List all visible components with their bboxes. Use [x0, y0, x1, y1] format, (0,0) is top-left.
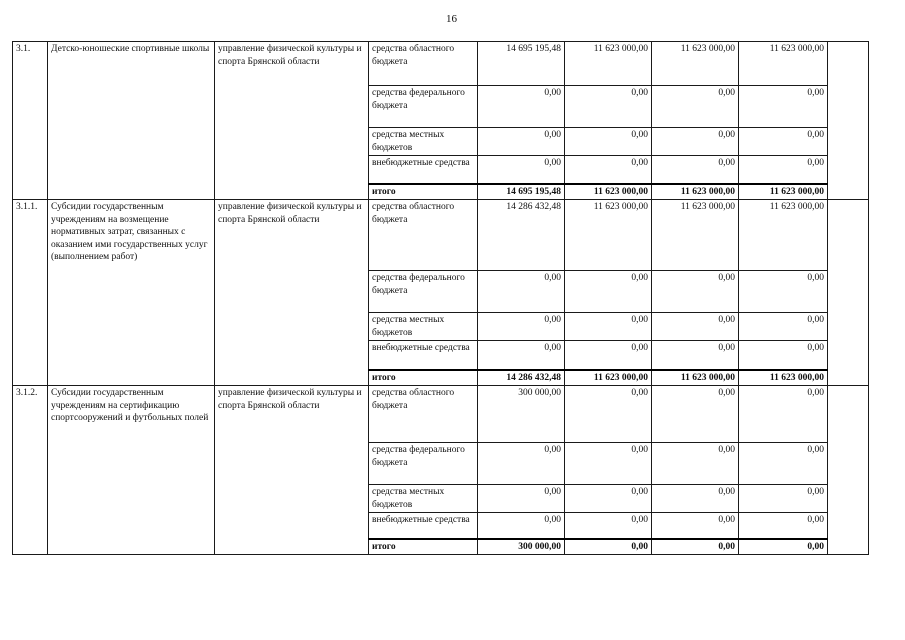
funding-source: средства областного бюджета: [369, 200, 478, 271]
amount-cell: 11 623 000,00: [739, 200, 828, 271]
total-amount: 11 623 000,00: [652, 184, 739, 200]
amount-cell: 0,00: [565, 156, 652, 184]
funding-source: средства местных бюджетов: [369, 313, 478, 341]
amount-cell: 0,00: [652, 128, 739, 156]
amount-cell: 0,00: [478, 485, 565, 513]
amount-cell: 0,00: [739, 443, 828, 485]
funding-source: средства областного бюджета: [369, 42, 478, 86]
amount-cell: 14 286 432,48: [478, 200, 565, 271]
table-row: [13, 42, 869, 86]
amount-cell: 0,00: [739, 386, 828, 443]
total-amount: 0,00: [652, 539, 739, 555]
amount-cell: 0,00: [478, 313, 565, 341]
amount-cell: 0,00: [565, 313, 652, 341]
total-amount: 11 623 000,00: [565, 184, 652, 200]
total-amount: 11 623 000,00: [565, 370, 652, 386]
total-amount: 11 623 000,00: [652, 370, 739, 386]
amount-cell: 0,00: [652, 156, 739, 184]
empty-cell: [828, 200, 869, 386]
amount-cell: 0,00: [739, 341, 828, 370]
total-amount: 11 623 000,00: [739, 184, 828, 200]
funding-source: внебюджетные средства: [369, 513, 478, 539]
total-label: итого: [369, 370, 478, 386]
amount-cell: 0,00: [739, 271, 828, 313]
section-name: Субсидии государственным учреждениям на сертификацию спортсооружений и футбольных полей: [48, 386, 215, 555]
amount-cell: 0,00: [565, 485, 652, 513]
funding-source: внебюджетные средства: [369, 156, 478, 184]
total-amount: 0,00: [739, 539, 828, 555]
amount-cell: 0,00: [652, 86, 739, 128]
amount-cell: 0,00: [478, 86, 565, 128]
amount-cell: 0,00: [565, 128, 652, 156]
amount-cell: 0,00: [478, 156, 565, 184]
amount-cell: 0,00: [478, 513, 565, 539]
funding-source: средства местных бюджетов: [369, 485, 478, 513]
total-amount: 14 695 195,48: [478, 184, 565, 200]
amount-cell: 0,00: [478, 443, 565, 485]
empty-cell: [828, 386, 869, 555]
amount-cell: 11 623 000,00: [652, 42, 739, 86]
amount-cell: 0,00: [739, 86, 828, 128]
total-amount: 300 000,00: [478, 539, 565, 555]
funding-source: внебюджетные средства: [369, 341, 478, 370]
amount-cell: 0,00: [565, 386, 652, 443]
amount-cell: 0,00: [739, 128, 828, 156]
amount-cell: 0,00: [478, 271, 565, 313]
section-executor: управление физической культуры и спорта Брянской области: [215, 386, 369, 555]
amount-cell: 300 000,00: [478, 386, 565, 443]
section-code: 3.1.2.: [13, 386, 48, 555]
funding-source: средства областного бюджета: [369, 386, 478, 443]
funding-source: средства местных бюджетов: [369, 128, 478, 156]
section-executor: управление физической культуры и спорта Брянской области: [215, 42, 369, 200]
total-amount: 11 623 000,00: [739, 370, 828, 386]
amount-cell: 0,00: [739, 313, 828, 341]
section-executor: управление физической культуры и спорта Брянской области: [215, 200, 369, 386]
funding-source: средства федерального бюджета: [369, 86, 478, 128]
total-amount: 14 286 432,48: [478, 370, 565, 386]
amount-cell: 0,00: [478, 341, 565, 370]
amount-cell: 0,00: [652, 386, 739, 443]
section-name: Субсидии государственным учреждениям на возмещение нормативных затрат, связанных с оказанием ими государственных услуг (выполнением работ): [48, 200, 215, 386]
table-row: [13, 386, 869, 443]
funding-source: средства федерального бюджета: [369, 271, 478, 313]
amount-cell: 0,00: [565, 513, 652, 539]
amount-cell: 0,00: [652, 313, 739, 341]
amount-cell: 0,00: [478, 128, 565, 156]
section-code: 3.1.1.: [13, 200, 48, 386]
amount-cell: 0,00: [565, 443, 652, 485]
amount-cell: 0,00: [739, 156, 828, 184]
section-code: 3.1.: [13, 42, 48, 200]
amount-cell: 0,00: [565, 271, 652, 313]
amount-cell: 11 623 000,00: [652, 200, 739, 271]
table-row: [13, 200, 869, 271]
empty-cell: [828, 42, 869, 200]
amount-cell: 0,00: [739, 485, 828, 513]
amount-cell: 0,00: [652, 513, 739, 539]
amount-cell: 0,00: [652, 485, 739, 513]
funding-source: средства федерального бюджета: [369, 443, 478, 485]
amount-cell: 0,00: [652, 271, 739, 313]
amount-cell: 11 623 000,00: [739, 42, 828, 86]
amount-cell: 11 623 000,00: [565, 42, 652, 86]
amount-cell: 14 695 195,48: [478, 42, 565, 86]
section-name: Детско-юношеские спортивные школы: [48, 42, 215, 200]
amount-cell: 11 623 000,00: [565, 200, 652, 271]
amount-cell: 0,00: [565, 341, 652, 370]
page-number: 16: [446, 13, 457, 25]
total-label: итого: [369, 539, 478, 555]
budget-table: [12, 41, 869, 555]
total-amount: 0,00: [565, 539, 652, 555]
total-label: итого: [369, 184, 478, 200]
amount-cell: 0,00: [565, 86, 652, 128]
amount-cell: 0,00: [652, 341, 739, 370]
amount-cell: 0,00: [652, 443, 739, 485]
amount-cell: 0,00: [739, 513, 828, 539]
